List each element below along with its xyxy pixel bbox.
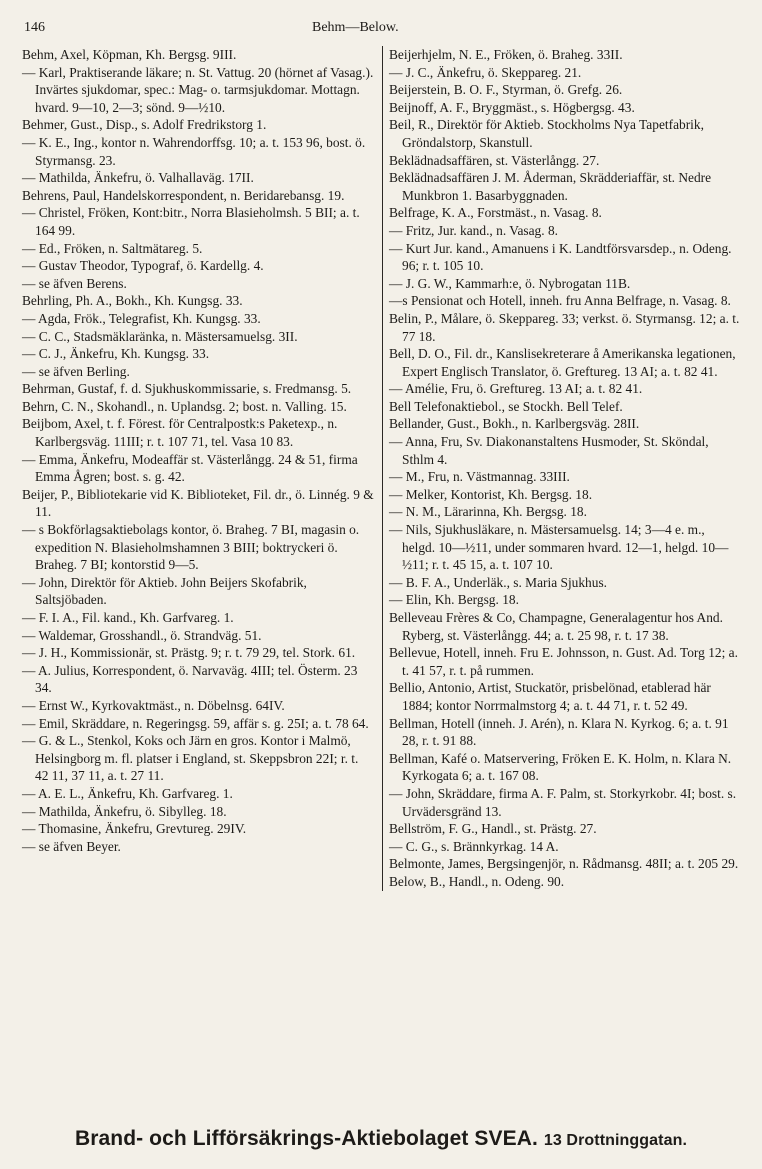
- directory-entry: — se äfven Beyer.: [22, 838, 121, 854]
- directory-entry: Behrn, C. N., Skohandl., n. Uplandsg. 2; bost. n. Valling. 15.: [22, 398, 347, 414]
- directory-entry: — Gustav Theodor, Typograf, ö. Kardellg. 4.: [22, 258, 264, 274]
- directory-entry: — N. M., Lärarinna, Kh. Bergsg. 18.: [389, 504, 587, 520]
- directory-entry: — J. G. W., Kammarh:e, ö. Nybrogatan 11B.: [389, 275, 631, 291]
- directory-entry: — Fritz, Jur. kand., n. Vasag. 8.: [389, 222, 558, 238]
- directory-entry: — K. E., Ing., kontor n. Wahrendorffsg. 10; a. t. 153 96, bost. ö. Styrmansg. 23.: [22, 134, 366, 168]
- directory-entry: Bellström, F. G., Handl., st. Prästg. 27.: [389, 821, 597, 837]
- directory-entry: — Elin, Kh. Bergsg. 18.: [389, 592, 519, 608]
- directory-entry: Behmer, Gust., Disp., s. Adolf Fredrikstorg 1.: [22, 117, 267, 133]
- directory-entry: Beklädnadsaffären J. M. Åderman, Skrädderiaffär, st. Nedre Munkbron 1. Basarbyggnaden.: [389, 170, 712, 203]
- page-number: 146: [24, 20, 45, 35]
- directory-entry: — F. I. A., Fil. kand., Kh. Garfvareg. 1.: [22, 610, 234, 625]
- directory-entry: — J. H., Kommissionär, st. Prästg. 9; r. t. 79 29, tel. Stork. 61.: [22, 645, 356, 661]
- directory-entry: — Waldemar, Grosshandl., ö. Strandväg. 51.: [22, 627, 262, 643]
- directory-entry: — G. & L., Stenkol, Koks och Järn en gros. Kontor i Malmö, Helsingborg m. fl. platser i England, st. Skeppsbron 22I; r. t. 42 11, 37 11, a. t. 27 11.: [22, 733, 359, 784]
- advertisement-address: 13 Drottninggatan.: [543, 1132, 688, 1149]
- directory-entry: Belfrage, K. A., Forstmäst., n. Vasag. 8.: [389, 205, 602, 221]
- directory-entry: Behrman, Gustaf, f. d. Sjukhuskommissarie, s. Fredmansg. 5.: [22, 381, 352, 397]
- directory-entry: — John, Direktör för Aktieb. John Beijers Skofabrik, Saltsjöbaden.: [22, 574, 307, 608]
- directory-entry: — Ed., Fröken, n. Saltmätareg. 5.: [22, 240, 203, 256]
- directory-entry: — Ernst W., Kyrkovaktmäst., n. Döbelnsg. 64IV.: [22, 697, 285, 713]
- directory-entry: Behrens, Paul, Handelskorrespondent, n. Beridarebansg. 19.: [22, 187, 345, 203]
- directory-entry: Bellman, Hotell (inneh. J. Arén), n. Klara N. Kyrkog. 6; a. t. 91 28, r. t. 91 88.: [389, 715, 729, 749]
- directory-entry: Bellio, Antonio, Artist, Stuckatör, prisbelönad, etablerad här 1884; kontor Norrmalmstorg 4; a. t. 44 71, r. t. 52 49.: [389, 680, 711, 713]
- page-header: [22, 18, 744, 40]
- directory-entry: Beijerstein, B. O. F., Styrman, ö. Grefg. 26.: [389, 82, 623, 98]
- directory-entry: — Mathilda, Änkefru, ö. Sibylleg. 18.: [22, 803, 227, 819]
- directory-entry: Belleveau Frères & Co, Champagne, Generalagentur hos And. Ryberg, st. Västerlångg. 44; a. t. 25 98, r. t. 17 38.: [389, 610, 723, 643]
- directory-entry: — C. C., Stadsmäklaränka, n. Mästersamuelsg. 3II.: [22, 328, 298, 344]
- directory-entry: — se äfven Berens.: [22, 275, 127, 291]
- directory-entry: — M., Fru, n. Västmannag. 33III.: [389, 469, 570, 485]
- directory-entry: — Emma, Änkefru, Modeaffär st. Västerlångg. 24 & 51, firma Emma Ågren; bost. s. g. 42.: [22, 451, 358, 485]
- directory-entry: Beklädnadsaffären, st. Västerlångg. 27.: [389, 152, 600, 168]
- directory-entry: Belmonte, James, Bergsingenjör, n. Rådmansg. 48II; a. t. 205 29.: [389, 856, 739, 872]
- right-column: [382, 46, 741, 891]
- directory-entry: Behm, Axel, Köpman, Kh. Bergsg. 9III.: [22, 47, 237, 62]
- directory-entry: Belin, P., Målare, ö. Skeppareg. 33; verkst. ö. Styrmansg. 12; a. t. 77 18.: [389, 310, 740, 344]
- directory-entry: — A. Julius, Korrespondent, ö. Narvaväg. 4III; tel. Österm. 23 34.: [22, 662, 358, 696]
- directory-entry: — J. C., Änkefru, ö. Skeppareg. 21.: [389, 64, 582, 80]
- directory-entry: — Karl, Praktiserande läkare; n. St. Vattug. 20 (hörnet af Vasag.). Invärtes sjukdomar, spec.: Mag- o. tarmsjukdomar. Mottagn. hvard. 9—10, 2—3; sönd. 9—½10.: [22, 64, 374, 115]
- directory-entry: — Amélie, Fru, ö. Greftureg. 13 AI; a. t. 82 41.: [389, 381, 643, 397]
- running-head: Behm—Below.: [312, 20, 399, 35]
- directory-entry: — C. G., s. Brännkyrkag. 14 A.: [389, 838, 559, 854]
- directory-entry: Bellander, Gust., Bokh., n. Karlbergsväg. 28II.: [389, 416, 640, 432]
- directory-entry: Beijnoff, A. F., Bryggmäst., s. Högbergsg. 43.: [389, 99, 635, 115]
- directory-entry: — Emil, Skräddare, n. Regeringsg. 59, affär s. g. 25I; a. t. 78 64.: [22, 715, 369, 731]
- advertisement-company: Brand- och Lifförsäkrings-Aktiebolaget SVEA.: [74, 1127, 538, 1150]
- directory-entry: Beijerhjelm, N. E., Fröken, ö. Braheg. 33II.: [389, 47, 623, 62]
- directory-entry: — s Bokförlagsaktiebolags kontor, ö. Braheg. 7 BI, magasin o. expedition N. Blasieholmshamnen 3 BIII; boktryckeri ö. Braheg. 7 BI; kontorstid 9—5.: [22, 522, 360, 573]
- directory-entry: Beijer, P., Bibliotekarie vid K. Biblioteket, Fil. dr., ö. Linnég. 9 & 11.: [22, 486, 374, 520]
- directory-entry: — B. F. A., Underläk., s. Maria Sjukhus.: [389, 574, 608, 590]
- directory-entry: — C. J., Änkefru, Kh. Kungsg. 33.: [22, 346, 210, 362]
- directory-entry: — Mathilda, Änkefru, ö. Valhallaväg. 17II.: [22, 170, 254, 186]
- directory-entry: Behrling, Ph. A., Bokh., Kh. Kungsg. 33.: [22, 293, 243, 309]
- directory-entry: — Nils, Sjukhusläkare, n. Mästersamuelsg. 14; 3—4 e. m., helgd. 10—½11, under sommaren hvard. 12—1, helgd. 10—½11; r. t. 45 15, a. t. 107 10.: [389, 522, 729, 573]
- directory-entry: — Thomasine, Änkefru, Grevtureg. 29IV.: [22, 821, 247, 837]
- directory-columns: [22, 46, 744, 891]
- directory-entry: — A. E. L., Änkefru, Kh. Garfvareg. 1.: [22, 785, 233, 801]
- directory-entry: — Melker, Kontorist, Kh. Bergsg. 18.: [389, 486, 593, 502]
- directory-entry: — Christel, Fröken, Kont:bitr., Norra Blasieholmsh. 5 BII; a. t. 164 99.: [22, 205, 360, 238]
- directory-entry: Below, B., Handl., n. Odeng. 90.: [389, 873, 565, 889]
- directory-entry: — Kurt Jur. kand., Amanuens i K. Landtförsvarsdep., n. Odeng. 96; r. t. 105 10.: [389, 240, 732, 274]
- left-column: [22, 46, 382, 891]
- advertisement-banner: [0, 1127, 762, 1151]
- directory-entry: Bell, D. O., Fil. dr., Kanslisekreterare å Amerikanska legationen, Expert Englisch Translator, ö. Greftureg. 13 AI; a. t. 82 41.: [389, 346, 736, 379]
- directory-entry: Bell Telefonaktiebol., se Stockh. Bell Telef.: [389, 398, 623, 414]
- directory-entry: —s Pensionat och Hotell, inneh. fru Anna Belfrage, n. Vasag. 8.: [389, 293, 731, 309]
- directory-entry: Bellevue, Hotell, inneh. Fru E. Johnsson, n. Gust. Ad. Torg 12; a. t. 41 57, r. t. på rummen.: [389, 645, 738, 678]
- directory-entry: Beijbom, Axel, t. f. Förest. för Centralpostk:s Paketexp., n. Karlbergsväg. 11III; r. t. 107 71, tel. Vasa 10 83.: [22, 416, 338, 450]
- directory-entry: — Agda, Frök., Telegrafist, Kh. Kungsg. 33.: [22, 310, 261, 326]
- directory-entry: — se äfven Berling.: [22, 363, 130, 379]
- directory-entry: Bellman, Kafé o. Matservering, Fröken E. K. Holm, n. Klara N. Kyrkogata 6; a. t. 167 08.: [389, 750, 732, 784]
- directory-entry: Beil, R., Direktör för Aktieb. Stockholms Nya Tapetfabrik, Gröndalstorp, Skanstull.: [389, 117, 704, 150]
- directory-entry: — John, Skräddare, firma A. F. Palm, st. Storkyrkobr. 4I; bost. s. Urvädersgränd 13.: [389, 785, 737, 819]
- directory-entry: — Anna, Fru, Sv. Diakonanstaltens Husmoder, St. Sköndal, Sthlm 4.: [389, 434, 709, 467]
